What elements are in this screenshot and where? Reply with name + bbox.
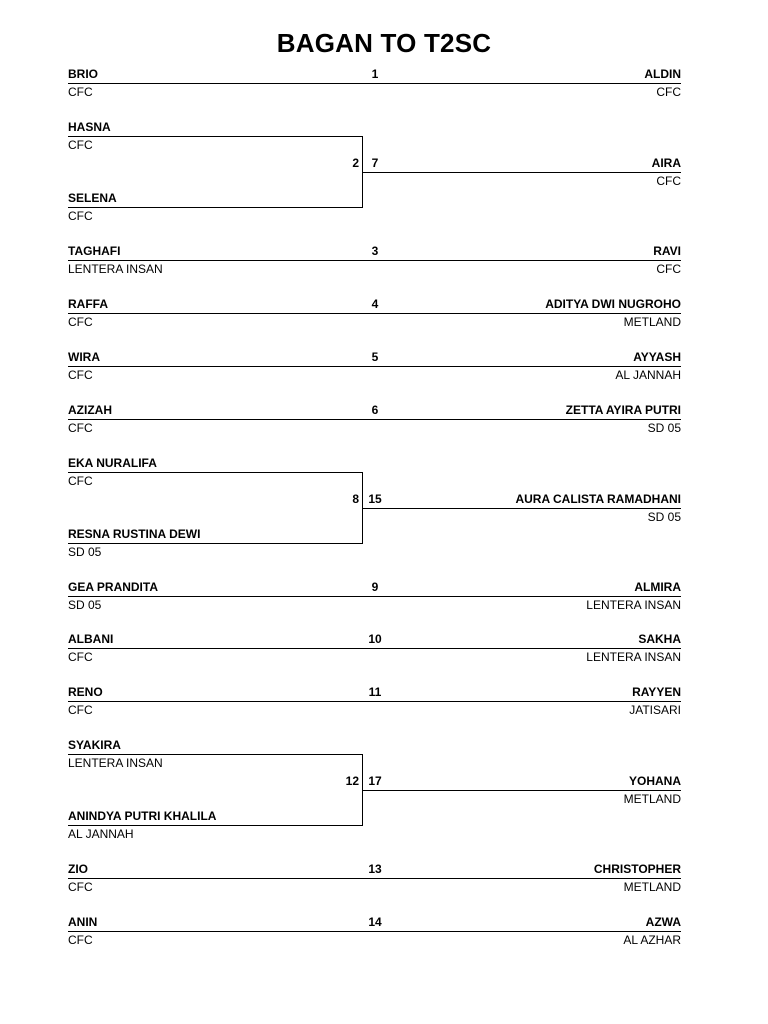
player-club: AL JANNAH [68,827,134,841]
player-club: AL AZHAR [623,933,681,947]
player-name: SELENA [68,191,117,205]
match-number: 13 [368,862,382,876]
player-name: SYAKIRA [68,738,121,752]
player-name: RAYYEN [632,685,681,699]
match-number: 9 [371,580,379,594]
player-name: ADITYA DWI NUGROHO [545,297,681,311]
bracket-line [68,472,362,473]
player-name: SAKHA [638,632,681,646]
match-number: 3 [371,244,379,258]
player-name: AIRA [651,156,681,170]
player-name: RENO [68,685,103,699]
match-number: 11 [368,685,382,699]
player-club: CFC [68,421,93,435]
player-club: CFC [656,85,681,99]
player-name: ALDIN [644,67,681,81]
match-number: 17 [368,774,382,788]
player-club: METLAND [623,880,681,894]
bracket-line [68,136,362,137]
player-name: CHRISTOPHER [593,862,681,876]
player-name: HASNA [68,120,111,134]
match-line [68,366,681,367]
player-name: EKA NURALIFA [68,456,157,470]
player-club: CFC [68,474,93,488]
player-club: LENTERA INSAN [586,598,681,612]
player-name: ALMIRA [634,580,681,594]
player-name: RAFFA [68,297,108,311]
player-name: RAVI [653,244,681,258]
player-name: AYYASH [633,350,681,364]
player-name: ANIN [68,915,98,929]
match-line [68,931,681,932]
player-club: LENTERA INSAN [586,650,681,664]
player-name: RESNA RUSTINA DEWI [68,527,201,541]
player-name: WIRA [68,350,100,364]
player-name: TAGHAFI [68,244,121,258]
match-line [68,83,681,84]
match-line [68,419,681,420]
player-club: CFC [68,933,93,947]
bracket-line [362,508,681,509]
bracket-line [68,207,362,208]
match-line [68,701,681,702]
bracket-line [362,172,681,173]
player-name: ALBANI [68,632,114,646]
player-name: ANINDYA PUTRI KHALILA [68,809,217,823]
match-number: 5 [371,350,379,364]
player-name: BRIO [68,67,98,81]
player-club: CFC [68,368,93,382]
player-club: CFC [68,880,93,894]
match-number: 14 [368,915,382,929]
player-club: METLAND [623,315,681,329]
player-club: CFC [68,650,93,664]
player-club: METLAND [623,792,681,806]
match-line [68,260,681,261]
player-club: JATISARI [629,703,681,717]
match-line [68,596,681,597]
player-club: SD 05 [647,421,681,435]
match-number: 10 [368,632,382,646]
player-name: AURA CALISTA RAMADHANI [515,492,681,506]
bracket-line [68,825,362,826]
player-club: SD 05 [68,545,102,559]
match-line [68,313,681,314]
player-club: AL JANNAH [615,368,681,382]
player-club: CFC [656,262,681,276]
player-name: GEA PRANDITA [68,580,158,594]
match-number: 15 [368,492,382,506]
page-title: BAGAN TO T2SC [276,28,492,58]
match-number: 6 [371,403,379,417]
player-club: CFC [656,174,681,188]
player-name: YOHANA [628,774,681,788]
player-club: CFC [68,85,93,99]
match-number: 8 [352,492,359,506]
player-club: LENTERA INSAN [68,262,163,276]
match-number: 4 [371,297,379,311]
match-number: 2 [352,156,359,170]
player-name: AZWA [645,915,681,929]
player-club: CFC [68,209,93,223]
match-number: 7 [371,156,379,170]
match-number: 1 [371,67,379,81]
player-name: ZIO [68,862,88,876]
player-club: CFC [68,703,93,717]
player-club: CFC [68,315,93,329]
player-name: ZETTA AYIRA PUTRI [565,403,681,417]
match-line [68,878,681,879]
bracket-line [362,790,681,791]
bracket-line [68,543,362,544]
player-club: SD 05 [68,598,102,612]
player-name: AZIZAH [68,403,112,417]
match-line [68,648,681,649]
player-club: CFC [68,138,93,152]
match-number: 12 [345,774,359,788]
player-club: LENTERA INSAN [68,756,163,770]
bracket-line [68,754,362,755]
player-club: SD 05 [647,510,681,524]
